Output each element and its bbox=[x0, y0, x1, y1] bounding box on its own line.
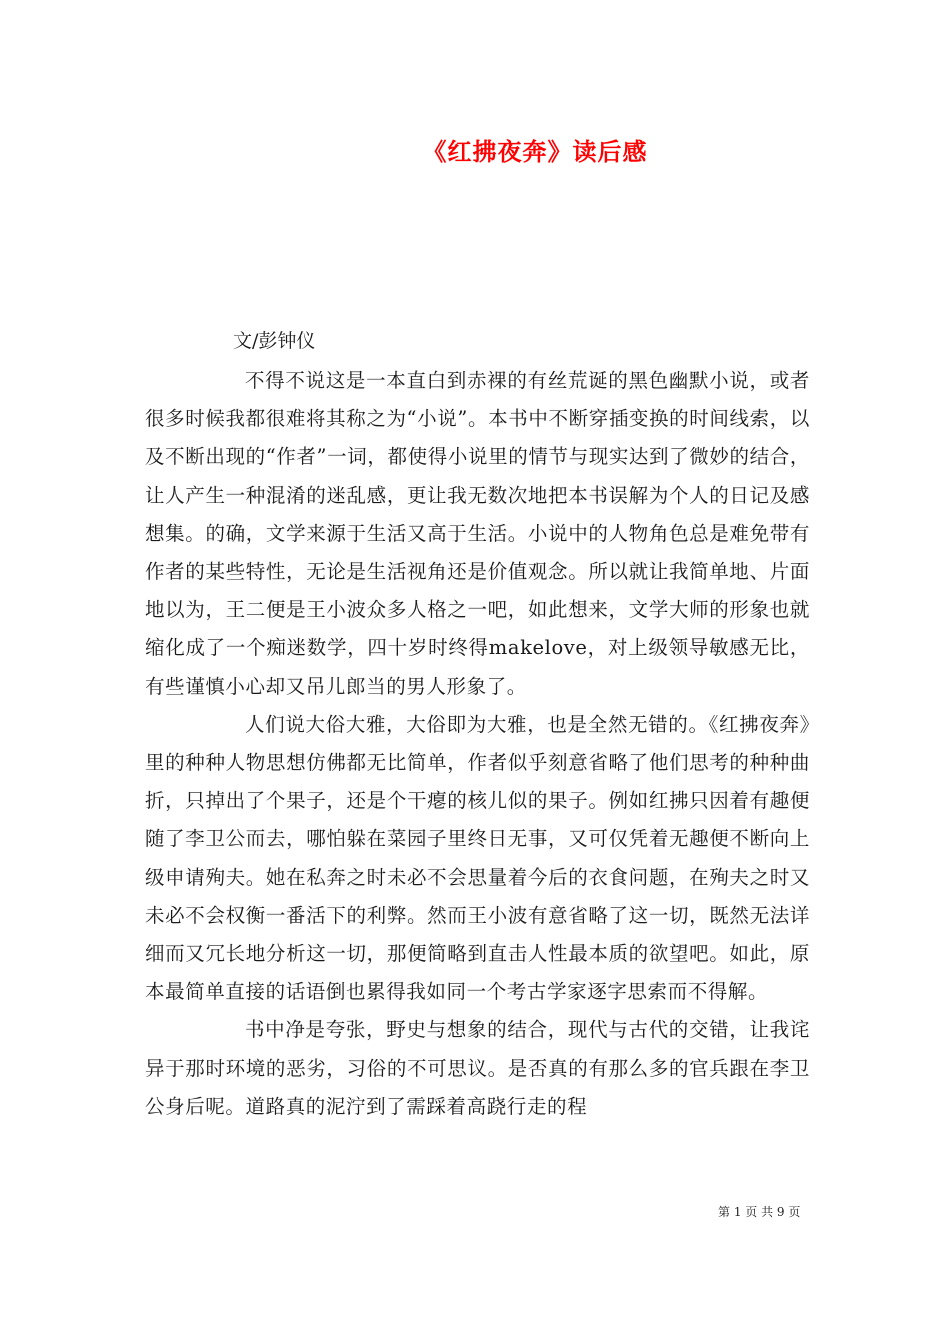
paragraph-3: 书中净是夸张，野史与想象的结合，现代与古代的交错，让我诧异于那时环境的恶劣，习俗的不可思议。是否真的有那么多的官兵跟在李卫公身后呢。道路真的泥泞到了需踩着高跷行走的程 bbox=[145, 1018, 810, 1118]
document-body bbox=[145, 362, 810, 1126]
paragraph-2: 人们说大俗大雅，大俗即为大雅，也是全然无错的。《红拂夜奔》里的种种人物思想仿佛都无比简单，作者似乎刻意省略了他们思考的种种曲折，只掉出了个果子，还是个干瘪的核儿似的果子。例如红拂只因着有趣便随了李卫公而去，哪怕躲在菜园子里终日无事，又可仅凭着无趣便不断向上级申请殉夫。她在私奔之时未必不会思量着今后的衣食问题，在殉夫之时又未必不会权衡一番活下的利弊。然而王小波有意省略了这一切，既然无法详细而又冗长地分析这一切，那便简略到直击人性最本质的欲望吧。如此，原本最简单直接的话语倒也累得我如同一个考古学家逐字思索而不得解。 bbox=[145, 712, 810, 1004]
page-number-footer: 第 1 页 共 9 页 bbox=[718, 1205, 801, 1219]
author-line: 文/彭钟仪 bbox=[233, 330, 316, 352]
paragraph-1: 不得不说这是一本直白到赤裸的有丝荒诞的黑色幽默小说，或者很多时候我都很难将其称之为“小说”。本书中不断穿插变换的时间线索，以及不断出现的“作者”一词，都使得小说里的情节与现实达到了微妙的结合，让人产生一种混淆的迷乱感，更让我无数次地把本书误解为个人的日记及感想集。的确，文学来源于生活又高于生活。小说中的人物角色总是难免带有作者的某些特性，无论是生活视角还是价值观念。所以就让我简单地、片面地以为，王二便是王小波众多人格之一吧，如此想来，文学大师的形象也就缩化成了一个痴迷数学，四十岁时终得makelove，对上级领导敏感无比，有些谨慎小心却又吊儿郎当的男人形象了。 bbox=[145, 369, 810, 698]
document-title: 《红拂夜奔》读后感 bbox=[422, 138, 648, 166]
